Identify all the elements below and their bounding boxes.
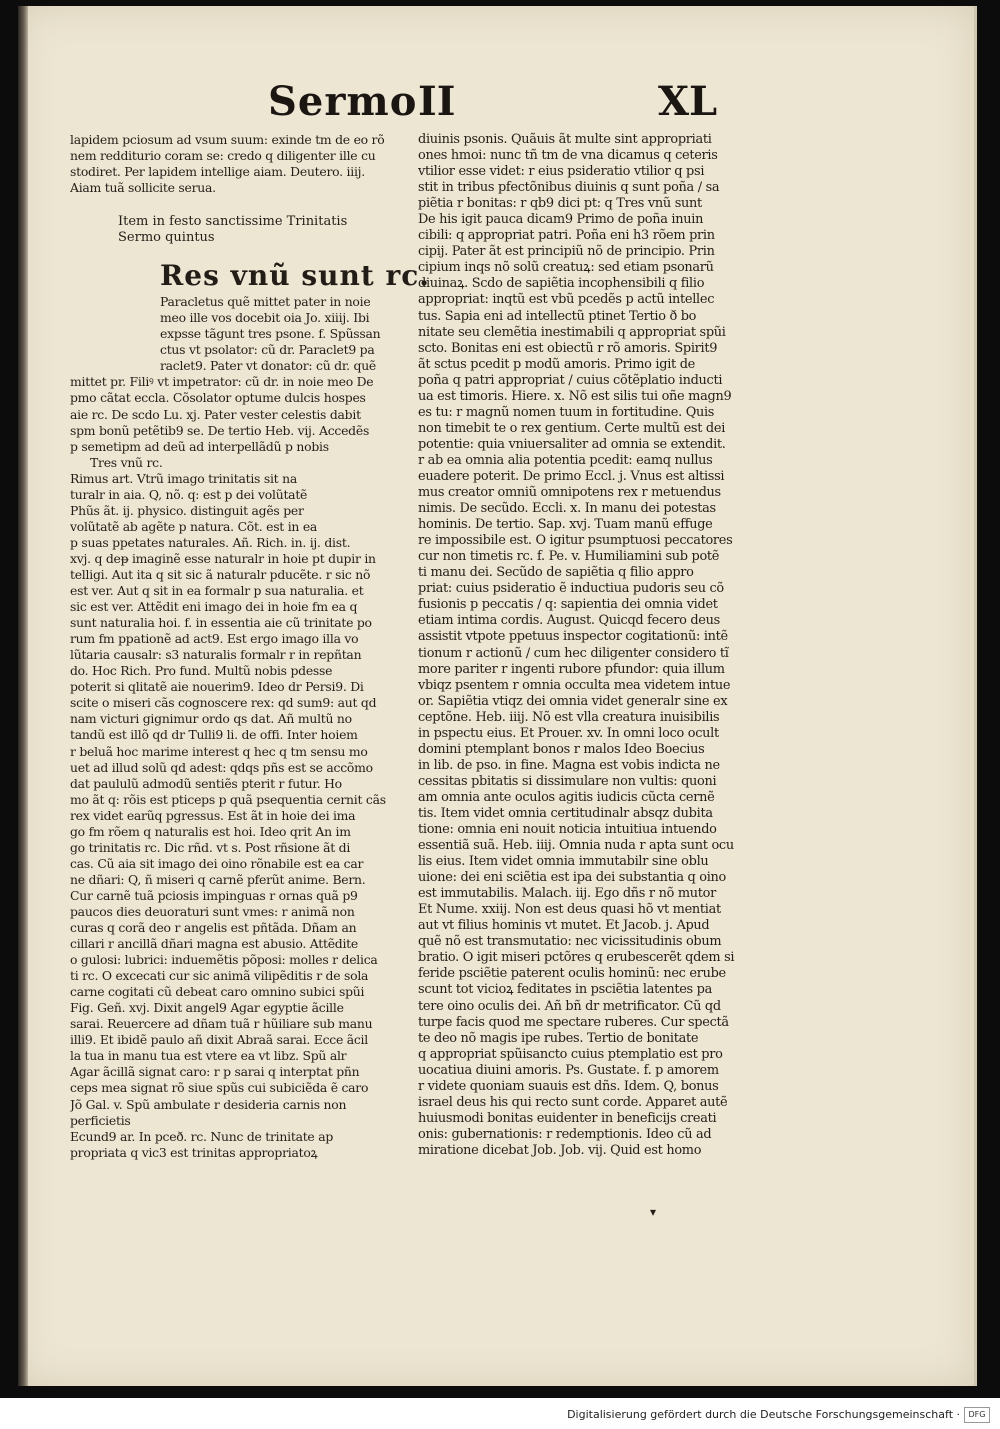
text-line: more pariter r ingenti rubore pfundor: quia illum (418, 661, 725, 677)
text-line: feride psciẽtie paterent oculis hominũ: nec erube (418, 966, 726, 982)
text-line: q appropriat spũisancto cuius ptemplatio est pro (418, 1046, 723, 1062)
text-line: cur non timetis rc. f. Pe. v. Humiliamini sub potẽ (418, 549, 720, 565)
text-line: te deo nõ magis ipe rubes. Tertio de bonitate (418, 1030, 699, 1046)
text-line: turpe facis quod me spectare ruberes. Cur spectã (418, 1014, 729, 1030)
text-line: tus. Sapia eni ad intellectũ ptinet Tertio ð bo (418, 308, 697, 324)
text-line: do. Hoc Rich. Pro fund. Multũ nobis pdesse (70, 663, 333, 679)
text-line: or. Sapiẽtia vtiqz dei omnia videt generalr sine ex (418, 693, 728, 709)
text-line: turalr in aia. Q, nõ. q: est p dei volũtatẽ (70, 486, 308, 502)
text-line: in pspectu eius. Et Prouer. xv. In omni loco ocult (418, 725, 719, 741)
dfg-logo: DFG (964, 1407, 990, 1423)
text-line: est ver. Aut q sit in ea formalr p sua naturalia. et (70, 583, 364, 599)
text-line: Fig. Geñ. xvj. Dixit angel9 Agar egyptie ãcille (70, 1000, 344, 1016)
text-line: hominis. De tertio. Sap. xvj. Tuam manũ effuge (418, 517, 713, 533)
text-line: dat paululũ admodũ sentiẽs pterit r futur. Ho (70, 775, 342, 791)
text-line: priat: cuius psideratio ẽ inductiua pudoris seu cõ (418, 581, 724, 597)
funding-credit: Digitalisierung gefördert durch die Deutsche Forschungsgemeinschaft · (567, 1408, 960, 1421)
text-line: ctus vt psolator: cũ dr. Paraclet9 pa (160, 342, 375, 358)
text-line: non timebit te o rex gentium. Certe multũ est dei (418, 420, 726, 436)
text-line: ãt sctus pcedit p modũ amoris. Primo igit de (418, 356, 695, 372)
text-line: nimis. De secũdo. Eccli. x. In manu dei potestas (418, 501, 716, 517)
text-line: ceps mea signat rõ siue spũs cui subiciẽda ẽ caro (70, 1080, 369, 1096)
text-line: sarai. Reuercere ad dñam tuã r hũiliare sub manu (70, 1016, 373, 1032)
text-line: vtilior esse videt: r eius psideratio vtilior q psi (418, 164, 705, 180)
section-title-feast: Item in festo sanctissime Trinitatis (118, 214, 348, 230)
text-line: bratio. O igit miseri pctõres q erubescerẽt qdem si (418, 950, 735, 966)
header-sermon-number: II (418, 78, 456, 125)
text-line: carne cogitati cũ debeat caro omnino subici spũi (70, 984, 365, 1000)
text-line: nem redditurio coram se: credo q diligenter ille cu (70, 148, 376, 164)
left-mid-lines (70, 374, 400, 454)
text-line: la tua in manu tua est vtere ea vt libz. Spũ alr (70, 1048, 347, 1064)
text-line: xvj. q deᵽ imaginẽ esse naturalr in hoie pt dupir in (70, 550, 376, 566)
text-line: Rimus art. Vtrũ imago trinitatis sit na (70, 470, 297, 486)
text-line: ones hmoi: nunc tñ tm de vna dicamus q ceteris (418, 148, 718, 164)
text-line: re impossibile est. O igitur psumptuosi peccatores (418, 533, 733, 549)
text-line: sunt naturalia hoi. f. in essentia aie cũ trinitate po (70, 615, 372, 631)
text-line: ceptõne. Heb. iiij. Nõ est vlla creatura inuisibilis (418, 709, 720, 725)
text-line: p semetipm ad deũ ad interpellãdũ p nobis (70, 438, 329, 454)
text-line: mo ãt q: rõis est pticeps p quã psequentia cernit cãs (70, 791, 386, 807)
text-line: cibili: q appropriat patri. Poña eni h3 rõem prin (418, 228, 715, 244)
text-line: r beluã hoc marime interest q hec q tm sensu mo (70, 743, 368, 759)
text-line: cas. Cũ aia sit imago dei oino rõnabile est ea car (70, 855, 364, 871)
text-line: aie rc. De scdo Lu. xj. Pater vester celestis dabit (70, 406, 361, 422)
text-line: mus creator omniũ omnipotens rex r metuendus (418, 485, 721, 501)
header-sermo: Sermo (268, 78, 418, 125)
text-line: israel deus his qui recto sunt corde. Apparet autẽ (418, 1094, 728, 1110)
text-line: telligi. Aut ita q sit sic ã naturalr pducẽte. r sic nõ (70, 566, 371, 582)
text-line: paucos dies deuoraturi sunt vmes: r animã non (70, 903, 355, 919)
text-line: poterit si qlitatẽ aie nouerim9. Ideo dr Persi9. Di (70, 679, 364, 695)
text-line: lũtaria causalr: s3 naturalis formalr r in repñtan (70, 647, 362, 663)
text-line: mittet pr. Filiꝰ vt impetrator: cũ dr. in noie meo De (70, 374, 374, 390)
text-line: r ab ea omnia alia potentia pcedit: eamq nullus (418, 452, 713, 468)
text-line: onis: gubernationis: r redemptionis. Ideo cũ ad (418, 1126, 712, 1142)
text-line: cipium inqs nõ solũ creatuꝝ: sed etiam psonarũ (418, 260, 714, 276)
header-folio-number: XL (658, 78, 718, 125)
text-line: stit in tribus pfectõnibus diuinis q sunt poña / sa (418, 180, 720, 196)
text-line: cillari r ancillã dñari magna est abusio. Attẽdite (70, 936, 358, 952)
text-line: scto. Bonitas eni est obiectũ r rõ amoris. Spirit9 (418, 340, 718, 356)
text-line: Cur carnẽ tuã pciosis impinguas r ornas quã p9 (70, 887, 358, 903)
text-line: Phũs ãt. ij. physico. distinguit agẽs per (70, 502, 304, 518)
text-line: volũtatẽ ab agẽte p natura. Cõt. est in ea (70, 518, 318, 534)
text-line: potentie: quia vniuersaliter ad omnia se extendit. (418, 436, 726, 452)
text-line: tere oino oculis dei. Añ bñ dr metrificator. Cũ qd (418, 998, 721, 1014)
text-line: perficietis (70, 1112, 131, 1128)
text-line: huiusmodi bonitas euidenter in beneficijs creati (418, 1110, 717, 1126)
text-line: expsse tãgunt tres psone. f. Spũssan (160, 326, 381, 342)
text-line: sic est ver. Attẽdit eni imago dei in hoie fm ea q (70, 599, 358, 615)
text-line: meo ille vos docebit oia Jo. xiiij. Ibi (160, 310, 370, 326)
text-line: diuinaꝝ. Scdo de sapiẽtia incophensibili q filio (418, 276, 705, 292)
text-line: am omnia ante oculos agitis iudicis cũcta cernẽ (418, 789, 715, 805)
right-text-column (418, 132, 774, 1159)
text-line: Et Nume. xxiij. Non est deus quasi hõ vt mentiat (418, 902, 721, 918)
text-line: es tu: r magnũ nomen tuum in fortitudine. Quis (418, 404, 715, 420)
text-line: uione: dei eni sciẽtia est ipa dei substantia q oino (418, 870, 726, 886)
text-line: uocatiua diuini amoris. Ps. Gustate. f. p amorem (418, 1062, 719, 1078)
text-line: rex videt earũq pgressus. Est ãt in hoie dei ima (70, 807, 356, 823)
left-opening-lines (70, 132, 400, 196)
left-closing-lines (70, 1129, 400, 1161)
text-line: in lib. de pso. in fine. Magna est vobis indicta ne (418, 757, 720, 773)
running-header (0, 78, 1000, 138)
text-line: go trinitatis rc. Dic rñd. vt s. Post rñsione ãt di (70, 839, 351, 855)
text-line: r videte quoniam suauis est dñs. Idem. Q, bonus (418, 1078, 719, 1094)
tres-unum-line: Tres vnũ rc. (90, 454, 163, 470)
text-line: ti rc. O excecati cur sic animã vilipẽditis r de sola (70, 968, 369, 984)
text-line: tandũ est illõ qd dr Tulli9 li. de offi. Inter hoiem (70, 727, 358, 743)
text-line: Jõ Gal. v. Spũ ambulate r desideria carnis non (70, 1096, 347, 1112)
left-body-lines (70, 471, 400, 1129)
text-line: stodiret. Per lapidem intellige aiam. Deutero. iiij. (70, 164, 365, 180)
printer-mark: ▾ (650, 1205, 657, 1219)
text-line: piẽtia r bonitas: r qb9 dici pt: q Tres vnũ sunt (418, 196, 702, 212)
text-line: scite o miseri cãs cognoscere rex: qd sum9: aut qd (70, 695, 377, 711)
text-line: nitate seu clemẽtia inestimabili q appropriat spũi (418, 324, 726, 340)
text-line: appropriat: inqtũ est vbũ pcedẽs p actũ intellec (418, 292, 715, 308)
text-line: cipij. Pater ãt est principiũ nõ de principio. Prin (418, 244, 715, 260)
text-line: scunt tot vicioꝝ feditates in psciẽtia latentes pa (418, 982, 712, 998)
text-line: propriata q vic3 est trinitas appropriatoꝝ (70, 1144, 318, 1160)
text-line: essentiã suã. Heb. iiij. Omnia nuda r apta sunt ocu (418, 838, 734, 854)
text-line: est immutabilis. Malach. iij. Ego dñs r nõ mutor (418, 886, 716, 902)
text-line: poña q patri appropriat / cuius cõtẽplatio inducti (418, 372, 723, 388)
text-line: spm bonũ petẽtib9 se. De tertio Heb. vij. Accedẽs (70, 422, 370, 438)
text-line: lis eius. Item videt omnia immutabilr sine oblu (418, 854, 709, 870)
incipit-heading: Res vnũ sunt rc. (160, 259, 431, 293)
text-line: De his igit pauca dicam9 Primo de poña inuin (418, 212, 704, 228)
text-line: etiam intima cordis. August. Quicqd fecero deus (418, 613, 720, 629)
text-line: raclet9. Pater vt donator: cũ dr. quẽ (160, 358, 377, 374)
text-line: nam victuri gignimur ordo qs dat. Añ multũ no (70, 711, 352, 727)
text-line: diuinis psonis. Quãuis ãt multe sint appropriati (418, 132, 712, 147)
text-line: illi9. Et ibidẽ paulo añ dixit Abraã sarai. Ecce ãcil (70, 1032, 368, 1048)
text-line: fusionis p peccatis / q: sapientia dei omnia videt (418, 597, 718, 613)
text-line: quẽ nõ est transmutatio: nec vicissitudinis obum (418, 934, 722, 950)
left-indented-lines (70, 294, 400, 374)
text-line: aut vt filius hominis vt mutet. Et Jacob. j. Apud (418, 918, 710, 934)
text-line: tione: omnia eni nouit noticia intuitiua intuendo (418, 822, 717, 838)
text-line: go fm rõem q naturalis est hoi. Ideo qrit An im (70, 823, 351, 839)
text-line: miratione dicebat Job. Job. vij. Quid est homo (418, 1142, 702, 1158)
digitization-footer (0, 1398, 1000, 1429)
text-line: Aiam tuã sollicite serua. (70, 180, 216, 196)
text-line: euadere poterit. De primo Eccl. j. Vnus est altissi (418, 468, 725, 484)
text-line: ne dñari: Q, ñ miseri q carnẽ pferũt anime. Bern. (70, 871, 366, 887)
text-line: p suas ppetates naturales. Añ. Rich. in. ij. dist. (70, 534, 351, 550)
text-line: assistit vtpote ppetuus inspector cogitationũ: intẽ (418, 629, 728, 645)
text-line: tionum r actionũ / cum hec diligenter considero tĩ (418, 645, 729, 661)
section-title-sermon: Sermo quintus (118, 230, 215, 246)
text-line: pmo cãtat eccla. Cõsolator optume dulcis hospes (70, 390, 366, 406)
text-line: domini ptemplant bonos r malos Ideo Boecius (418, 741, 705, 757)
text-line: Ecund9 ar. In pceð. rc. Nunc de trinitate ap (70, 1128, 334, 1144)
text-line: Paracletus quẽ mittet pater in noie (160, 294, 371, 310)
text-line: Agar ãcillã signat caro: r p sarai q interptat pñn (70, 1064, 360, 1080)
text-line: vbiqz psentem r omnia occulta mea videtem intue (418, 677, 731, 693)
text-line: lapidem pciosum ad vsum suum: exinde tm de eo rõ (70, 132, 385, 147)
text-line: ua est timoris. Hiere. x. Nõ est silis tui oñe magn9 (418, 388, 732, 404)
text-line: cessitas pbitatis si dissimulare non vultis: quoni (418, 773, 717, 789)
page-gutter-edge (18, 6, 28, 1386)
text-line: uet ad illud solũ qd adest: qdqs pñs est se accõmo (70, 759, 373, 775)
text-line: tis. Item videt omnia certitudinalr absqz dubita (418, 805, 713, 821)
text-line: o gulosi: lubrici: induemẽtis põposi: molles r delica (70, 952, 378, 968)
left-text-column (70, 132, 431, 1161)
text-line: rum fm ppationẽ ad act9. Est ergo imago illa vo (70, 631, 359, 647)
text-line: ti manu dei. Secũdo de sapiẽtia q filio appro (418, 565, 694, 581)
text-line: curas q corã deo r angelis est pñtãda. Dñam an (70, 920, 357, 936)
